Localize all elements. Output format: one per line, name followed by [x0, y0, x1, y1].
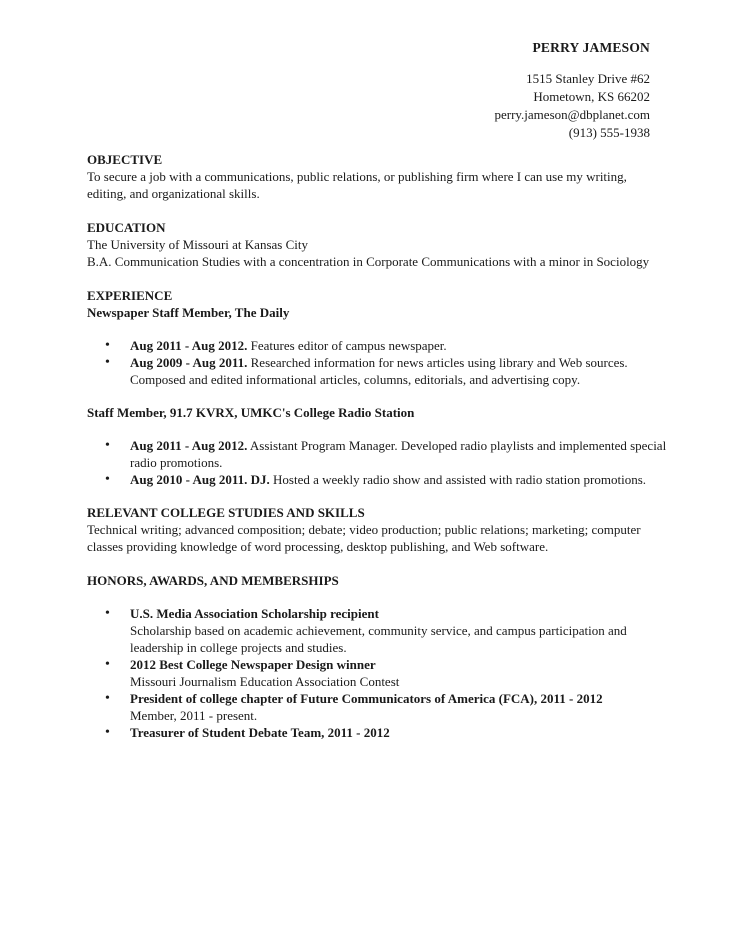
objective-section [87, 151, 667, 202]
list-item [87, 724, 667, 741]
objective-heading: OBJECTIVE [87, 152, 163, 167]
email-line: perry.jameson@dbplanet.com [494, 107, 650, 122]
honor-title: • 2012 Best College Newspaper Design winner [130, 657, 376, 672]
resume-header [494, 40, 650, 142]
honors-bullet-list [87, 605, 667, 741]
experience-heading: EXPERIENCE [87, 288, 173, 303]
date-range: Aug 2010 - Aug 2011. DJ. [130, 472, 270, 487]
honor-detail: Missouri Journalism Education Association Contest [130, 674, 400, 689]
honors-section [87, 572, 667, 741]
list-item [87, 471, 667, 488]
skills-text: Technical writing; advanced composition; debate; video production; public relations; marketing; computer classes providing knowledge of word processing, desktop publishing, and Web software. [87, 522, 641, 554]
job-bullet-list [87, 437, 667, 488]
skills-heading: RELEVANT COLLEGE STUDIES AND SKILLS [87, 505, 365, 520]
item-text: Assistant Program Manager. Developed radio playlists and implemented special radio promotions. [130, 438, 667, 470]
honor-title: • U.S. Media Association Scholarship recipient [130, 606, 379, 621]
honor-title: • Treasurer of Student Debate Team, 2011 - 2012 [130, 725, 390, 740]
contact-block [494, 70, 650, 142]
education-section [87, 219, 667, 270]
skills-section [87, 504, 667, 555]
date-range: Aug 2009 - Aug 2011. [130, 355, 248, 370]
experience-section [87, 287, 667, 488]
honors-heading: HONORS, AWARDS, AND MEMBERSHIPS [87, 573, 339, 588]
list-item [87, 354, 667, 388]
objective-text: To secure a job with a communications, public relations, or publishing firm where I can use my writing, editing, and organizational skills. [87, 169, 627, 201]
phone-line: (913) 555-1938 [568, 125, 650, 140]
job-title: Staff Member, 91.7 KVRX, UMKC's College Radio Station [87, 405, 415, 420]
resume-body [87, 151, 667, 741]
school-name: The University of Missouri at Kansas City [87, 237, 308, 252]
degree-text: B.A. Communication Studies with a concentration in Corporate Communications with a minor in Sociology [87, 254, 650, 269]
address-line: 1515 Stanley Drive #62 [526, 71, 650, 86]
list-item [87, 605, 667, 656]
city-line: Hometown, KS 66202 [533, 89, 650, 104]
job-bullet-list [87, 337, 667, 388]
honor-detail: Member, 2011 - present. [130, 708, 258, 723]
applicant-name: PERRY JAMESON [532, 40, 650, 55]
honor-detail: Scholarship based on academic achievement, community service, and campus participation and leadership in college projects and studies. [130, 623, 627, 655]
date-range: Aug 2011 - Aug 2012. [130, 438, 248, 453]
list-item [87, 656, 667, 690]
education-heading: EDUCATION [87, 220, 166, 235]
list-item [87, 690, 667, 724]
list-item [87, 337, 667, 354]
item-text: Features editor of campus newspaper. [247, 338, 447, 353]
honor-title: • President of college chapter of Future Communicators of America (FCA), 2011 - 2012 [130, 691, 603, 706]
item-text: Researched information for news articles using library and Web sources. Composed and edited informational articles, columns, editorials, and advertising copy. [130, 355, 628, 387]
list-item [87, 437, 667, 471]
date-range: Aug 2011 - Aug 2012. [130, 338, 248, 353]
job-title: Newspaper Staff Member, The Daily [87, 305, 290, 320]
item-text: Hosted a weekly radio show and assisted with radio station promotions. [269, 472, 647, 487]
